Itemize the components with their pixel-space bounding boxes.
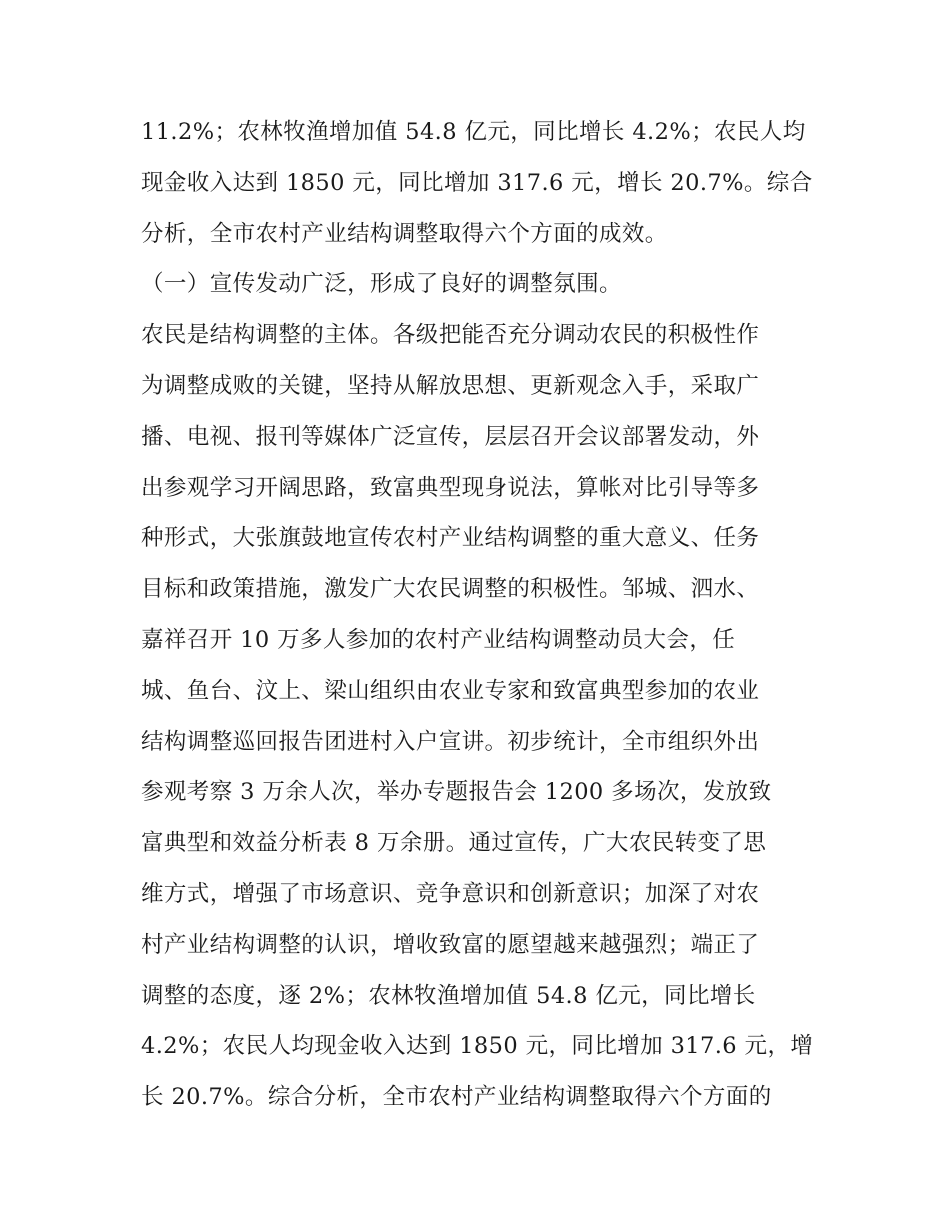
text-line-13: 结构调整巡回报告团进村入户宣讲。初步统计，全市组织外出 (141, 728, 760, 755)
text-line-5: 农民是结构调整的主体。各级把能否充分调动农民的积极性作 (141, 322, 760, 349)
section-heading: （一）宣传发动广泛，形成了良好的调整氛围。 (141, 271, 622, 298)
text-line-1: 11.2%；农林牧渔增加值 54.8 亿元，同比增长 4.2%；农民人均 (141, 119, 806, 145)
text-line-7: 播、电视、报刊等媒体广泛宣传，层层召开会议部署发动，外 (141, 423, 760, 450)
text-line-20: 长 20.7%。综合分析，全市农村产业结构调整取得六个方面的 (141, 1084, 772, 1111)
text-line-17: 村产业结构调整的认识，增收致富的愿望越来越强烈；端正了 (141, 931, 760, 958)
text-line-11: 嘉祥召开 10 万多人参加的农村产业结构调整动员大会，任 (141, 626, 736, 653)
text-line-12: 城、鱼台、汶上、梁山组织由农业专家和致富典型参加的农业 (141, 677, 760, 704)
text-line-19: 4.2%；农民人均现金收入达到 1850 元，同比增加 317.6 元，增 (141, 1033, 814, 1060)
body-text (141, 107, 841, 1123)
text-line-10: 目标和政策措施，激发广大农民调整的积极性。邹城、泗水、 (141, 576, 760, 603)
text-line-8: 出参观学习开阔思路，致富典型现身说法，算帐对比引导等多 (141, 474, 760, 501)
text-line-6: 为调整成败的关键，坚持从解放思想、更新观念入手，采取广 (141, 372, 760, 399)
text-line-15: 富典型和效益分析表 8 万余册。通过宣传，广大农民转变了思 (141, 830, 767, 857)
text-line-3: 分析，全市农村产业结构调整取得六个方面的成效。 (141, 220, 668, 247)
text-line-9: 种形式，大张旗鼓地宣传农村产业结构调整的重大意义、任务 (141, 525, 760, 552)
text-line-2: 现金收入达到 1850 元，同比增加 317.6 元，增长 20.7%。综合 (141, 169, 813, 196)
text-line-18: 调整的态度，逐 2%；农林牧渔增加值 54.8 亿元，同比增长 (141, 982, 756, 1009)
text-line-14: 参观考察 3 万余人次，举办专题报告会 1200 多场次，发放致 (141, 779, 772, 806)
text-line-16: 维方式，增强了市场意识、竞争意识和创新意识；加深了对农 (141, 880, 760, 907)
